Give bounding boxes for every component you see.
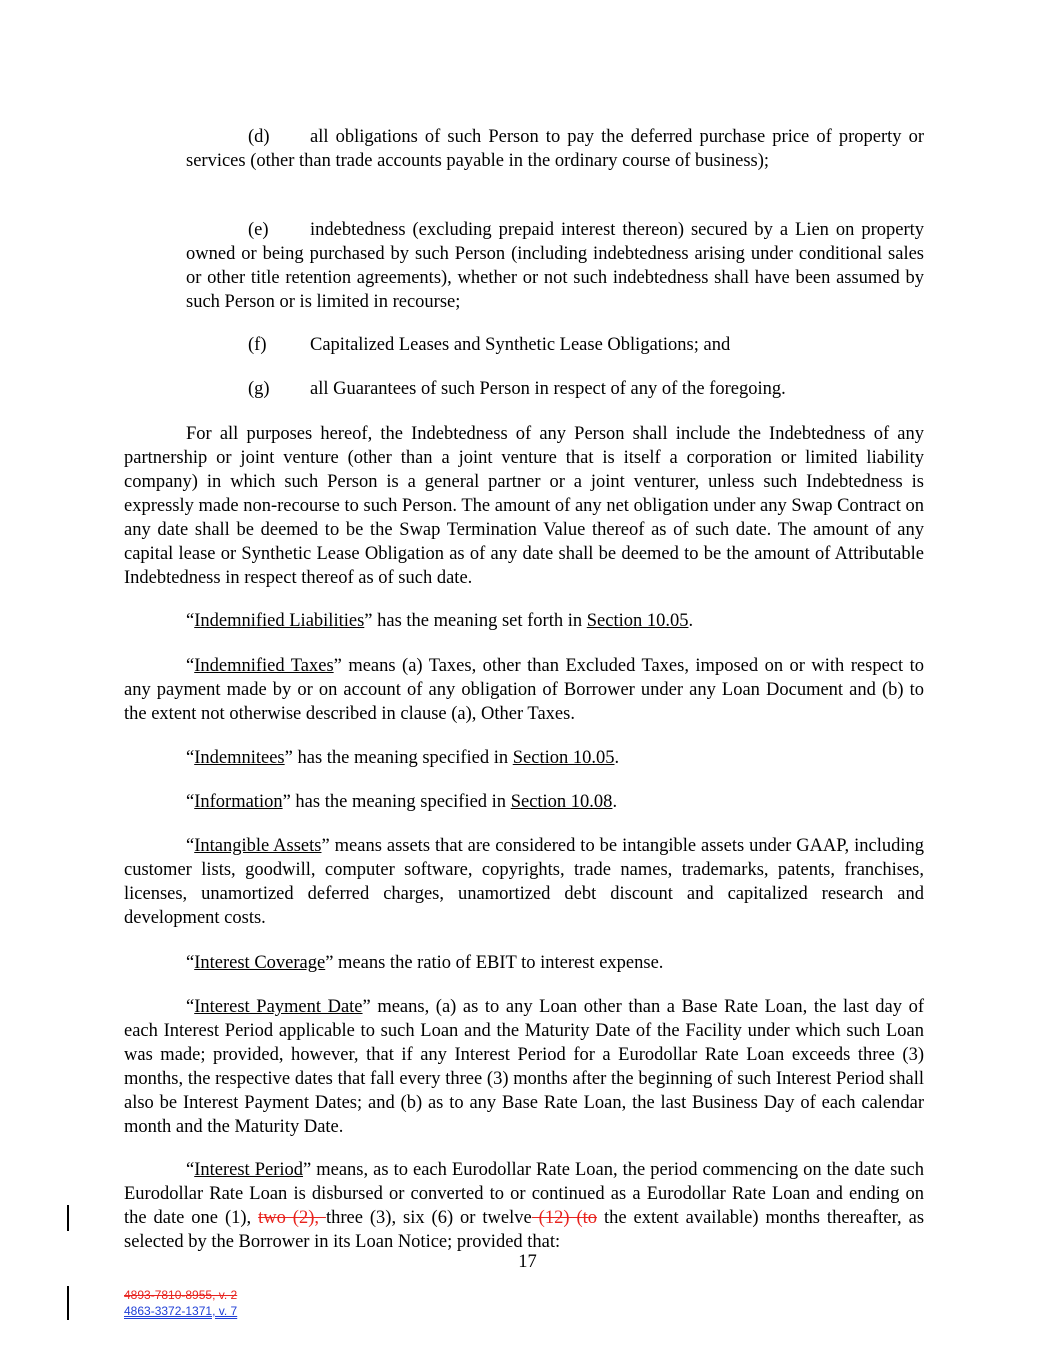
defined-term: Interest Period: [194, 1160, 304, 1180]
change-bar: [67, 1286, 69, 1320]
item-f: [186, 333, 924, 357]
item-e-label: (e): [248, 220, 269, 240]
doc-id-inserted: 4863-3372-1371, v. 7: [124, 1304, 238, 1318]
defined-term: Indemnified Liabilities: [194, 611, 365, 631]
deleted-text: (12) (to: [531, 1208, 597, 1228]
item-d-label: (d): [248, 127, 270, 147]
defined-term: Interest Coverage: [194, 953, 326, 973]
section-reference: Section 10.08: [510, 792, 613, 812]
definition-indemnified-taxes: “Indemnified Taxes” means (a) Taxes, other than Excluded Taxes, imposed on or with respect to any payment made by or on account of any obligation of Borrower under any Loan Document and (b) to the extent not otherwise described in clause (a), Other Taxes.: [124, 656, 924, 724]
definition-indemnitees: “Indemnitees” has the meaning specified in Section 10.05.: [186, 748, 620, 768]
item-e: [186, 218, 924, 314]
page-number: 17: [518, 1252, 537, 1272]
defined-term: Interest Payment Date: [194, 997, 363, 1017]
definition-indemnified-liabilities: “Indemnified Liabilities” has the meaning set forth in Section 10.05.: [186, 611, 694, 631]
definition-interest-period: “Interest Period” means, as to each Eurodollar Rate Loan, the period commencing on the date such Eurodollar Rate Loan is disbursed or converted to or continued as a Eurodollar Rate Loan and ending on the date one (1), two (2), three (3), six (6) or twelve (12) (to the extent available) months thereafter, as selected by the Borrower in its Loan Notice; provided that:: [124, 1160, 925, 1252]
definition-interest-coverage: “Interest Coverage” means the ratio of EBIT to interest expense.: [186, 953, 664, 973]
defined-term: Intangible Assets: [194, 836, 322, 856]
item-d: [186, 125, 924, 173]
item-g-text: all Guarantees of such Person in respect of any of the foregoing.: [310, 379, 786, 399]
item-g: [186, 377, 924, 401]
section-reference: Section 10.05: [586, 611, 689, 631]
change-bar: [67, 1205, 69, 1231]
item-g-label: (g): [248, 379, 270, 399]
purposes-paragraph: For all purposes hereof, the Indebtedness of any Person shall include the Indebtedness of any partnership or joint venture (other than a joint venture that is itself a corporation or limited liability company) in which such Person is a general partner or a joint venturer, unless such Indebtedness is expressly made non-recourse to such Person. The amount of any net obligation under any Swap Contract on any date shall be deemed to be the Swap Termination Value thereof as of such date. The amount of any capital lease or Synthetic Lease Obligation as of any date shall be deemed to be the amount of Attributable Indebtedness in respect thereof as of such date.: [124, 424, 924, 588]
item-f-label: (f): [248, 335, 267, 355]
deleted-text: two (2),: [258, 1208, 326, 1228]
definition-information: “Information” has the meaning specified in Section 10.08.: [186, 792, 618, 812]
item-e-text: indebtedness (excluding prepaid interest thereon) secured by a Lien on property owned or being purchased by such Person (including indebtedness arising under conditional sales or other title retention agreements), whether or not such indebtedness shall have been assumed by such Person or is limited in recourse;: [186, 220, 924, 312]
definition-intangible-assets: “Intangible Assets” means assets that are considered to be intangible assets under GAAP, including customer lists, goodwill, computer software, copyrights, trade names, trademarks, patents, franchises, licenses, unamortized deferred charges, unamortized debt discount and capitalized research and development costs.: [124, 836, 924, 928]
defined-term: Indemnified Taxes: [194, 656, 334, 676]
item-d-text: all obligations of such Person to pay the deferred purchase price of property or services (other than trade accounts payable in the ordinary course of business);: [186, 127, 924, 171]
item-f-text: Capitalized Leases and Synthetic Lease Obligations; and: [310, 335, 731, 355]
defined-term: Information: [194, 792, 283, 812]
defined-term: Indemnitees: [194, 748, 285, 768]
section-reference: Section 10.05: [512, 748, 615, 768]
doc-id-deleted: 4893-7810-8955, v. 2: [124, 1288, 238, 1302]
definition-interest-payment-date: “Interest Payment Date” means, (a) as to any Loan other than a Base Rate Loan, the last day of each Interest Period applicable to such Loan and the Maturity Date of the Facility under which such Loan was made; provided, however, that if any Interest Period for a Eurodollar Rate Loan exceeds three (3) months, the respective dates that fall every three (3) months after the beginning of such Interest Period shall also be Interest Payment Dates; and (b) as to any Base Rate Loan, the last Business Day of each calendar month and the Maturity Date.: [124, 997, 925, 1137]
